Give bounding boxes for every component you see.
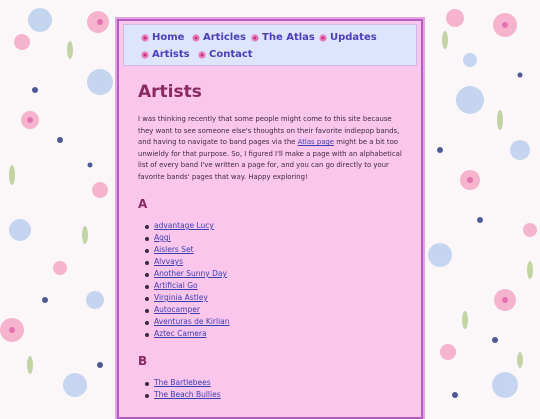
intro-text-after: might be a bit too unwieldy for that purpose. So, I figured I'll make a page with an alphabetical list of every band I've written a page for, and you can go directly to your favorite bands' pages that way. Happy exploring! [138,138,402,181]
artist-link[interactable]: Aztec Camera [154,329,207,338]
flower-icon [192,34,200,42]
artist-list-b [138,377,405,401]
section-heading-b: B [138,354,148,368]
top-navigation [123,24,417,66]
list-item [154,280,405,292]
flower-icon [319,34,327,42]
list-item [154,328,405,340]
nav-item-articles[interactable] [192,32,246,43]
nav-item-contact[interactable] [198,49,253,60]
list-item [154,377,405,389]
nav-label: Articles [203,32,246,43]
list-item [154,244,405,256]
artist-list-a [138,220,405,340]
artist-link[interactable]: Aislers Set [154,245,194,254]
artist-link[interactable]: The Beach Bullies [154,390,221,399]
artist-link[interactable]: Artificial Go [154,281,198,290]
flower-icon [251,34,259,42]
nav-label: The Atlas [262,32,315,43]
nav-label: Updates [330,32,377,43]
intro-text-before: I was thinking recently that some people might come to this site because they want to see someone else's thoughts on their favorite indiepop bands, and having to navigate to band pages via the [138,115,400,146]
artist-link[interactable]: advantage Lucy [154,221,214,230]
main-content-panel [117,19,423,419]
flower-icon [198,51,206,59]
artist-link[interactable]: Alvvays [154,257,184,266]
flower-icon [141,34,149,42]
flower-icon [141,51,149,59]
list-item [154,232,405,244]
section-heading-a: A [138,197,148,211]
list-item [154,389,405,401]
nav-item-artists[interactable] [141,49,190,60]
list-item [154,292,405,304]
article-body [119,82,421,401]
list-item [154,304,405,316]
nav-item-the-atlas[interactable] [251,32,315,43]
artist-link[interactable]: Aggi [154,233,171,242]
artist-link[interactable]: Autocamper [154,305,200,314]
page-title: Artists [138,82,202,102]
artist-link[interactable]: Virginia Astley [154,293,208,302]
artist-link[interactable]: Aventuras de Kirlian [154,317,230,326]
intro-paragraph [138,114,405,183]
list-item [154,268,405,280]
artist-link[interactable]: Another Sunny Day [154,269,227,278]
nav-item-home[interactable] [141,32,184,43]
nav-item-updates[interactable] [319,32,377,43]
artist-link[interactable]: The Bartlebees [154,378,211,387]
list-item [154,220,405,232]
list-item [154,256,405,268]
nav-label: Home [152,32,185,43]
nav-label: Artists [152,49,190,60]
nav-label: Contact [209,49,253,60]
atlas-page-link[interactable]: Atlas page [297,138,335,146]
list-item [154,316,405,328]
